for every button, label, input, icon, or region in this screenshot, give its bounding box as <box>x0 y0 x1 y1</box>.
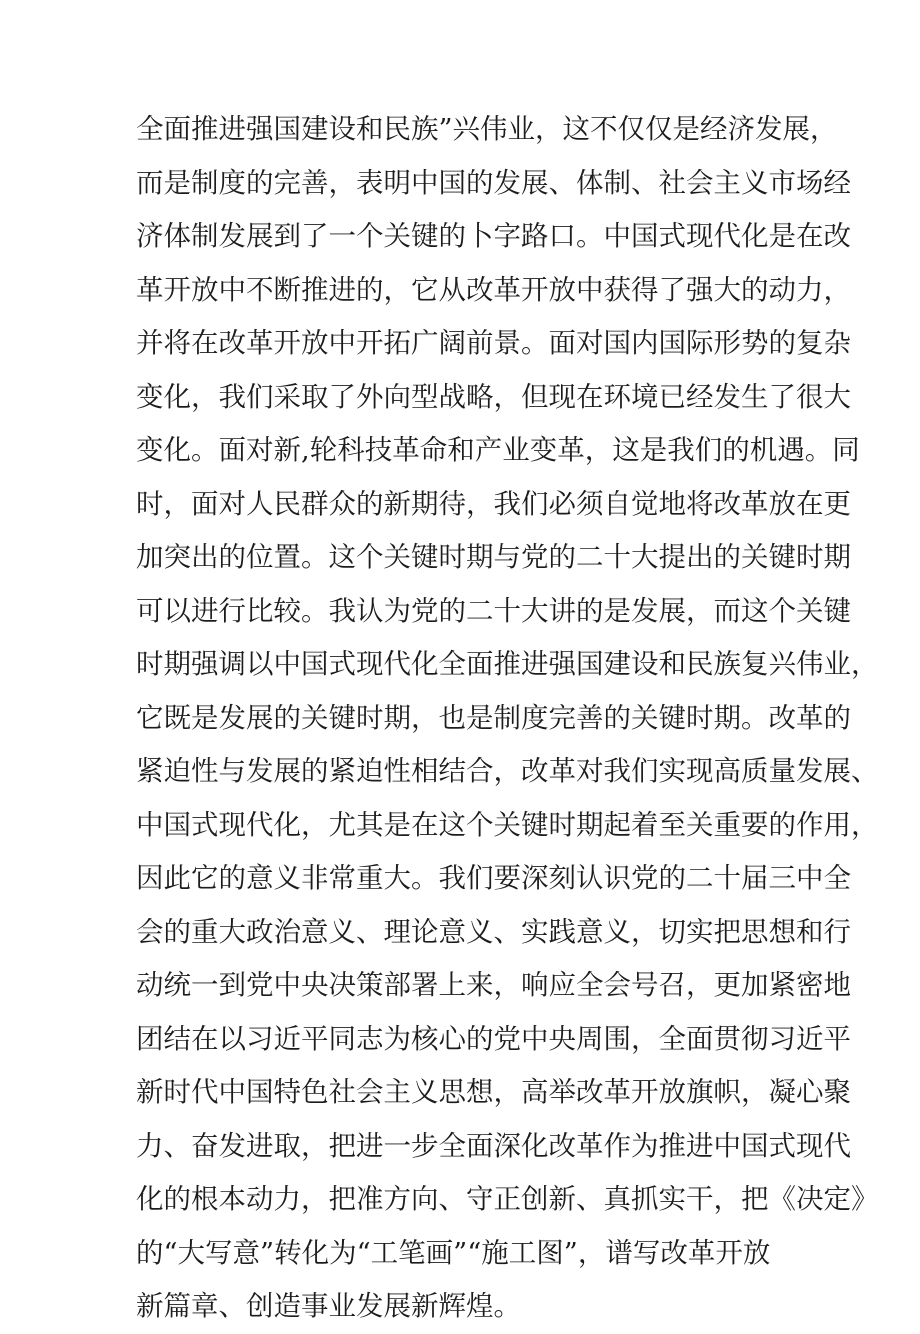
text-line: 团结在以习近平同志为核心的党中央周围，全面贯彻习近平 <box>136 1022 851 1055</box>
text-line: 革开放中不断推进的，它从改革开放中获得了强大的动力， <box>136 273 851 306</box>
text-line: 新篇章、创造事业发展新辉煌。 <box>136 1290 521 1322</box>
text-line: 会的重大政治意义、理论意义、实践意义，切实把思想和行 <box>136 915 851 948</box>
text-line: 力、奋发进取，把进一步全面深化改革作为推进中国式现代 <box>136 1129 851 1162</box>
text-line: 济体制发展到了一个关键的卜字路口。中国式现代化是在改 <box>136 220 851 252</box>
text-line: 变化。面对新,轮科技革命和产业变革，这是我们的机遇。同 <box>136 434 860 466</box>
text-line: 而是制度的完善，表明中国的发展、体制、社会主义市场经 <box>136 166 851 199</box>
text-line: 加突出的位置。这个关键时期与党的二十大提出的关键时期 <box>136 541 851 573</box>
text-line: 中国式现代化，尤其是在这个关键时期起着至关重要的作用， <box>136 808 879 841</box>
text-line: 时，面对人民群众的新期待，我们必须自觉地将改革放在更 <box>136 487 851 520</box>
text-line: 时期强调以中国式现代化全面推进强国建设和民族复兴伟业， <box>136 648 879 680</box>
text-line: 的“大写意”转化为“工笔画”“施工图”，谱写改革开放 <box>136 1236 771 1269</box>
text-line: 变化，我们采取了外向型战略，但现在环境已经发生了很大 <box>136 380 851 413</box>
text-line: 紧迫性与发展的紧迫性相结合，改革对我们实现高质量发展、 <box>136 755 879 787</box>
body-paragraph <box>136 103 879 1334</box>
text-line: 可以进行比较。我认为党的二十大讲的是发展，而这个关键 <box>136 594 851 627</box>
text-line: 动统一到党中央决策部署上来，响应全会号召，更加紧密地 <box>136 969 851 1001</box>
text-line: 化的根本动力，把准方向、守正创新、真抓实干，把《决定》 <box>136 1183 879 1215</box>
text-line: 它既是发展的关键时期，也是制度完善的关键时期。改革的 <box>136 701 851 734</box>
text-line: 新时代中国特色社会主义思想，高举改革开放旗帜，凝心聚 <box>136 1076 851 1108</box>
text-line: 因此它的意义非常重大。我们要深刻认识党的二十届三中全 <box>136 862 851 894</box>
text-line: 并将在改革开放中开拓广阔前景。面对国内国际形势的复杂 <box>136 327 851 359</box>
text-line: 全面推进强国建设和民族”兴伟业，这不仅仅是经济发展， <box>136 113 838 145</box>
